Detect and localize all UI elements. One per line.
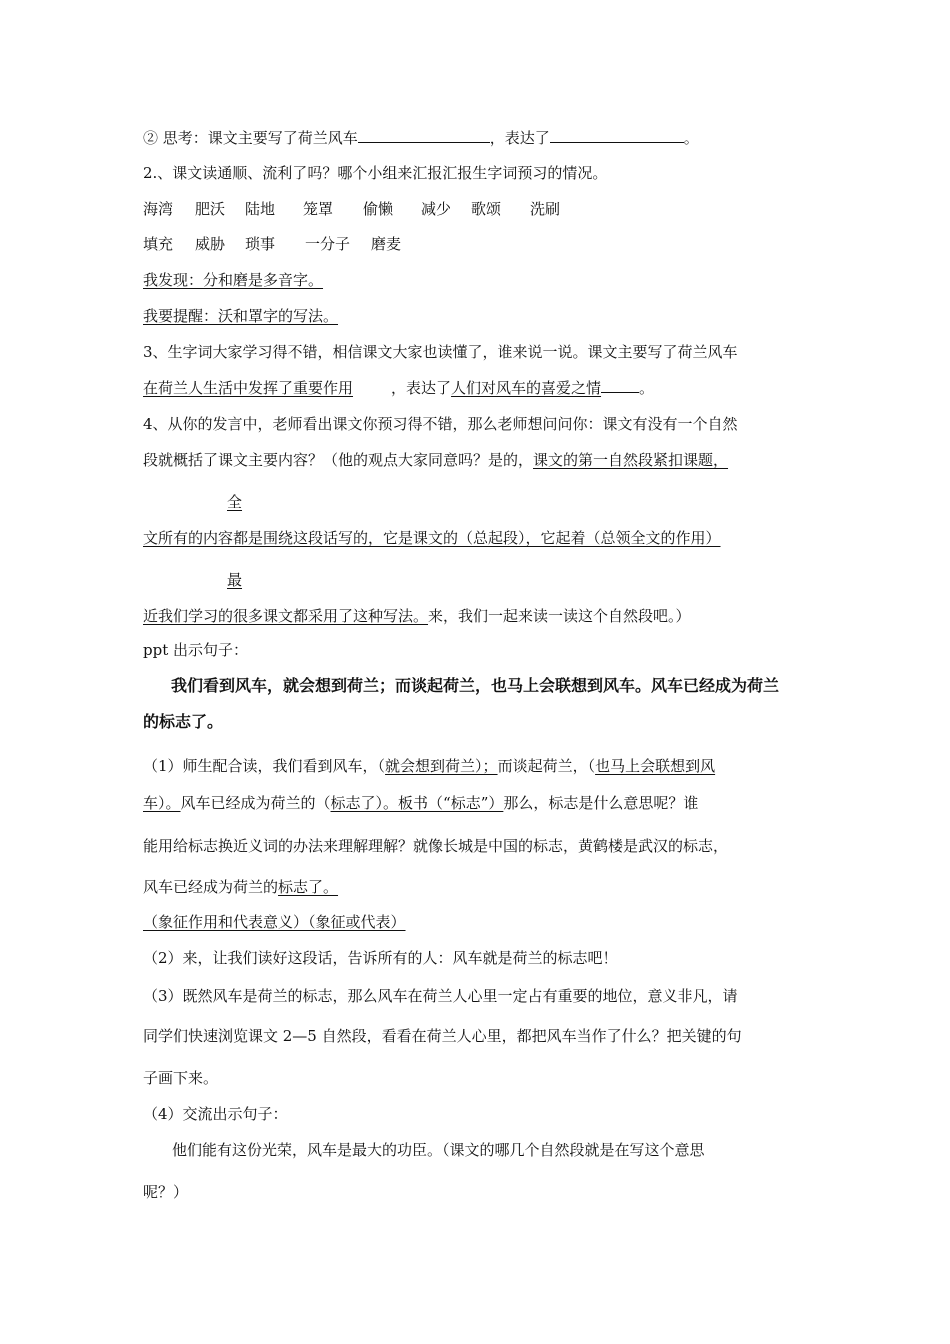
para-1-underlined: 就会想到荷兰）； <box>385 757 498 775</box>
para-4: （4）交流出示句子： <box>143 1105 288 1123</box>
ppt-label: ppt 出示句子： <box>143 641 249 659</box>
think-prefix: ② 思考：课文主要写了荷兰风车 <box>143 129 358 147</box>
word: 肥沃 <box>195 200 226 218</box>
underline-pad <box>601 378 639 393</box>
answer-blank-1[interactable] <box>358 128 490 143</box>
para-2: （2）来，让我们读好这段话，告诉所有的人：风车就是荷兰的标志吧！ <box>143 949 618 967</box>
para-3-line-1: （3）既然风车是荷兰的标志，那么风车在荷兰人心里一定占有重要的地位，意义非凡，请 <box>143 987 738 1005</box>
word: 笼罩 <box>303 200 334 218</box>
think-end: 。 <box>683 129 699 147</box>
item-4-text: 来，我们一起来读一读这个自然段吧。） <box>428 607 691 625</box>
word: 威胁 <box>195 235 226 253</box>
para-3-line-2: 同学们快速浏览课文 2—5 自然段，看看在荷兰人心里，都把风车当作了什么？把关键的句 <box>143 1027 742 1045</box>
para-1-line-5: （象征作用和代表意义）（象征或代表） <box>143 913 406 931</box>
item-4-char-zui: 最 <box>227 571 243 589</box>
item-4-char-quan: 全 <box>227 493 243 511</box>
item-4-underlined: 课文的第一自然段紧扣课题， <box>533 451 729 469</box>
para-1-line-3: 能用给标志换近义词的办法来理解理解？就像长城是中国的标志，黄鹤楼是武汉的标志， <box>143 837 729 855</box>
para-5-line-2: 呢？） <box>143 1183 189 1201</box>
para-1-text: 而谈起荷兰，（ <box>497 757 596 775</box>
word: 减少 <box>421 200 452 218</box>
word: 歌颂 <box>471 200 502 218</box>
para-1-underlined: 车）。 <box>143 794 181 812</box>
item-3-answer-1: 在荷兰人生活中发挥了重要作用 <box>143 379 354 397</box>
para-1-underlined: 也马上会联想到风 <box>595 757 716 775</box>
word: 填充 <box>143 235 174 253</box>
discover-note: 我发现：分和磨是多音字。 <box>143 271 324 289</box>
para-1-text: 风车已经成为荷兰的 <box>143 878 279 896</box>
para-1-text: 那么，标志是什么意思呢？谁 <box>503 794 699 812</box>
item-4-underlined: 近我们学习的很多课文都采用了这种写法。 <box>143 607 429 625</box>
word: 磨麦 <box>371 235 402 253</box>
item-3-end: 。 <box>639 379 655 397</box>
para-1-text: （1）师生配合读，我们看到风车，（ <box>143 757 386 775</box>
remind-note: 我要提醒：沃和罩字的写法。 <box>143 307 339 325</box>
word: 海湾 <box>143 200 174 218</box>
para-3-line-3: 子画下来。 <box>143 1069 219 1087</box>
underline-pad <box>353 379 391 393</box>
word: 偷懒 <box>363 200 394 218</box>
item-4-line-3: 文所有的内容都是围绕这段话写的，它是课文的（总起段），它起着（总领全文的作用） <box>143 529 721 547</box>
item-4-text: 段就概括了课文主要内容？（他的观点大家同意吗？是的， <box>143 451 534 469</box>
para-1-line-1 <box>143 756 715 776</box>
item-3-mid: ，表达了 <box>391 379 452 397</box>
para-1-line-4 <box>143 877 338 897</box>
para-5-line-1: 他们能有这份光荣，风车是最大的功臣。（课文的哪几个自然段就是在写这个意思 <box>172 1141 705 1159</box>
para-1-underlined: 标志了。 <box>278 878 339 896</box>
item-3-line-1: 3、生字词大家学习得不错，相信课文大家也读懂了，谁来说一说。课文主要写了荷兰风车 <box>143 343 738 361</box>
bold-sentence-line-1: 我们看到风车，就会想到荷兰；而谈起荷兰，也马上会联想到风车。风车已经成为荷兰 <box>171 676 780 695</box>
think-mid: ，表达了 <box>489 129 550 147</box>
answer-blank-2[interactable] <box>550 128 684 143</box>
think-question <box>143 128 699 148</box>
item-2: 2.、课文读通顺、流利了吗？哪个小组来汇报汇报生字词预习的情况。 <box>143 164 608 182</box>
item-4-line-2 <box>143 450 728 470</box>
item-4-line-1: 4、从你的发言中，老师看出课文你预习得不错，那么老师想问问你：课文有没有一个自然 <box>143 415 738 433</box>
para-1-line-2 <box>143 793 698 813</box>
word: 洗刷 <box>530 200 561 218</box>
para-1-underlined: 标志了）。板书（“标志”） <box>330 794 504 812</box>
word: 一分子 <box>305 235 351 253</box>
para-1-text: 风车已经成为荷兰的（ <box>180 794 331 812</box>
bold-sentence-line-2: 的标志了。 <box>143 712 224 731</box>
item-4-line-4 <box>143 606 691 626</box>
word: 陆地 <box>245 200 276 218</box>
item-3-line-2 <box>143 378 654 398</box>
item-3-answer-2: 人们对风车的喜爱之情 <box>451 379 602 397</box>
word: 琐事 <box>245 235 276 253</box>
